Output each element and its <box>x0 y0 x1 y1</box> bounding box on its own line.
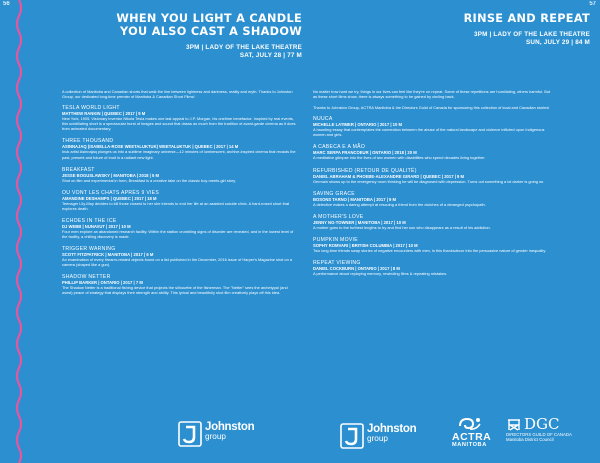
actra-wordmark: ACTRA <box>452 431 492 443</box>
film-credit: DJ WEBB | NUNAVUT | 2017 | 10 M <box>62 223 131 229</box>
page-number-right: 57 <box>589 1 596 7</box>
film-description: New York, 1905. Visionary inventor Nikola Tesla makes one last appeal to J.P. Morgan, his onetime benefactor. Inspired by real events, this scintillating short is a spectacular burst of images and sound that draws as much from the tradition of avant-garde cinema as it does from animated documentary. <box>62 116 296 132</box>
film-description: Inuk artist Asinnajaq plunges us into a sublime imaginary universe—12 minutes of luminescent, archive-inspired cinema that recasts the past, present and future of Inuit in a radiant new light. <box>62 149 296 160</box>
film-credit: SCOTT FITZPATRICK | MANITOBA | 2017 | 6 M <box>62 252 154 258</box>
film-description: An examination of every firearm-related objects found on a list published in the December, 2016 issue of Harper's Magazine shot on a camera (shaped like a gun). <box>62 257 292 268</box>
johnston-group-logo-left <box>178 418 258 452</box>
film-title: THREE THOUSAND <box>62 138 114 145</box>
right-program-title: RINSE AND REPEAT <box>463 12 590 25</box>
right-program-heading <box>318 12 590 47</box>
left-program-date: SAT, JULY 28 | 77 M <box>239 52 302 59</box>
film-title: OU VONT LES CHATS APRÈS 9 VIES <box>62 189 160 196</box>
film-entry <box>62 190 298 211</box>
wavy-line-decoration <box>14 0 24 463</box>
director-chair-icon <box>506 416 522 432</box>
film-entry <box>62 246 298 267</box>
film-description: A performance about replaying memory, rewinding films & repeating mistakes. <box>313 270 448 276</box>
film-credit: AMANDINE DESHAMPS | QUEBEC | 2017 | 18 M <box>62 195 157 201</box>
film-description: Two long-time friends swap stories of negative encounters with men, in this thanksdecor into the persuasive nature of gender inequality. <box>313 247 547 253</box>
dgc-district: Manitoba District Council <box>506 437 554 442</box>
film-title: TESLA WORLD LIGHT <box>62 105 120 112</box>
film-entry <box>313 144 553 160</box>
johnston-mark-icon <box>178 421 202 447</box>
film-entry <box>313 191 553 207</box>
film-description: Shot on film and experimental in form, Breakfast is a creative take on the classic boy-meets-girl story. <box>62 177 236 183</box>
actra-swirl-icon <box>456 416 484 432</box>
film-credit: MATTHEW RANKIN | QUEBEC | 2017 | 9 M <box>62 111 146 117</box>
johnston-subtitle: group <box>205 432 226 441</box>
film-description: A meditative glimpse into the lives of two women with disabilities who spend decades living together. <box>313 155 486 161</box>
film-entry <box>313 116 553 137</box>
film-credit: DANIEL COCKBURN | ONTARIO | 2017 | 8 M <box>313 265 400 271</box>
film-title: BREAKFAST <box>62 166 95 173</box>
film-credit: JESSE BOGUSLAWSKY | MANITOBA | 2018 | 5 M <box>62 172 159 178</box>
left-program-title-line2: YOU ALSO CAST A SHADOW <box>120 25 302 38</box>
film-title: SAVING GRACE <box>313 190 355 197</box>
film-credit: MARC SERPA FRANCOEUR | ONTARIO | 2018 | 20 M <box>313 150 417 156</box>
right-program-intro: No matter how hard we try, things in our lives can feel like they're on repeat. Some of these repetitions are humiliating, others harmful. But as these short films show, there is always something to be gained by circling back. <box>313 89 551 100</box>
film-title: A MOTHER'S LOVE <box>313 213 364 220</box>
film-entry <box>313 168 553 184</box>
film-entry <box>62 167 298 183</box>
film-description: The Shadow Netter is a traditional fishing device that projects the silhouette of the fisherman. The "Netter" sees the archetypal (and worst) peace of strategy that displays their strength and ability. This lyrical and beautifully shot film creatively plays off this idea. <box>62 285 288 296</box>
left-program-intro: A collection of Manitoba and Canadian shorts that walk the line between lightness and darkness, reality and myth. Thanks to Johnston Group, our dedicated long-time premier of Manitoba & Canadian Short Films! <box>62 89 293 100</box>
film-entry <box>313 214 553 230</box>
film-credit: PHILLIP BARKER | ONTARIO | 2017 | 7 M <box>62 280 143 286</box>
film-description: A detective makes a daring attempt at rescuing a friend from the clutches of a deranged psychopath. <box>313 201 486 207</box>
film-description: Teenager Lily-May decides to kill those closest to her she intends to end her life at an assisted suicide clinic. A hard-nosed short that explores death. <box>62 200 290 211</box>
actra-subtitle: MANITOBA <box>452 442 487 448</box>
johnston-wordmark: Johnston <box>205 421 255 433</box>
right-program-venue: 3PM | LADY OF THE LAKE THEATRE <box>474 31 590 38</box>
dgc-logo <box>506 416 572 442</box>
johnston-mark-icon <box>340 423 364 449</box>
actra-manitoba-logo <box>452 416 491 448</box>
film-title: REFURBISHED (RETOUR DE QUALITÉ) <box>313 167 417 174</box>
left-program-column <box>62 89 298 303</box>
film-entry <box>313 237 553 253</box>
left-program-venue: 3PM | LADY OF THE LAKE THEATRE <box>186 44 302 51</box>
film-title: REPEAT VIEWING <box>313 259 361 266</box>
film-credit: MICHELLE LATIMER | ONTARIO | 2017 | 10 M <box>313 122 402 128</box>
film-title: ECHOES IN THE ICE <box>62 217 117 224</box>
film-title: NUUCA <box>313 116 333 123</box>
right-program-column <box>313 89 553 283</box>
film-credit: DANIEL ABRAHAM & PHOEBE-ALEXANDRE GIRARD | QUEBEC | 2017 | 9 M <box>313 173 465 179</box>
dgc-subtitle: DIRECTORS GUILD OF CANADA <box>506 432 572 437</box>
page-number-left: 56 <box>3 1 10 7</box>
dgc-wordmark: DGC <box>524 415 560 433</box>
johnston-wordmark: Johnston <box>367 423 417 435</box>
film-description: A haunting essay that contemplates the connection between the abuse of the natural landscape and violence inflicted upon Indigenous women and girls. <box>313 127 545 138</box>
film-credit: ASINNAJAQ (ISABELLA-ROSE WEETALUKTUK) WEETALUKTUK | QUEBEC | 2017 | 14 M <box>62 144 239 150</box>
film-title: A CABECA E A MÃO <box>313 144 366 151</box>
film-description: A mother goes to the furthest lengths to try and find her son who disappears as a result of his addiction. <box>313 224 491 230</box>
film-title: TRIGGER WARNING <box>62 246 116 253</box>
film-entry <box>62 138 298 159</box>
film-entry <box>62 105 298 131</box>
johnston-subtitle: group <box>367 434 388 443</box>
film-description: Germain shows up to the emergency room thinking he will be diagnosed with depression. Turns out something a lot darker is going on. <box>313 178 545 184</box>
film-entry <box>62 218 298 239</box>
film-entry <box>62 274 298 295</box>
sponsor-logos-right <box>340 416 590 456</box>
film-credit: JENNY NG-TOWNER | MANITOBA | 2017 | 10 M <box>313 219 406 225</box>
film-title: PUMPKIN MOVIE <box>313 236 358 243</box>
side-band <box>0 0 26 463</box>
film-entry <box>313 260 553 276</box>
film-credit: SOPHY ROMVARI | BRITISH COLUMBIA | 2017 | 10 M <box>313 242 418 248</box>
film-credit: BOSONS TARNO | MANITOBA | 2017 | 9 M <box>313 196 397 202</box>
right-program-thanks: Thanks to Johnston Group, ACTRA Manitoba & the Directors Guild of Canada for sponsoring this collection of local and Canadian stories! <box>313 105 550 111</box>
film-title: SHADOW NETTER <box>62 274 111 281</box>
left-program-title-line1: WHEN YOU LIGHT A CANDLE <box>116 12 302 25</box>
left-program-heading <box>62 12 302 60</box>
film-description: Four men explore an abandoned research facility. Within the station crumbling signs of disorder are revealed, and in the lowest level of the facility, a chilling discovery is made. <box>62 228 294 240</box>
right-program-date: SUN, JULY 29 | 84 M <box>525 39 590 46</box>
johnston-group-logo-right <box>367 424 416 443</box>
